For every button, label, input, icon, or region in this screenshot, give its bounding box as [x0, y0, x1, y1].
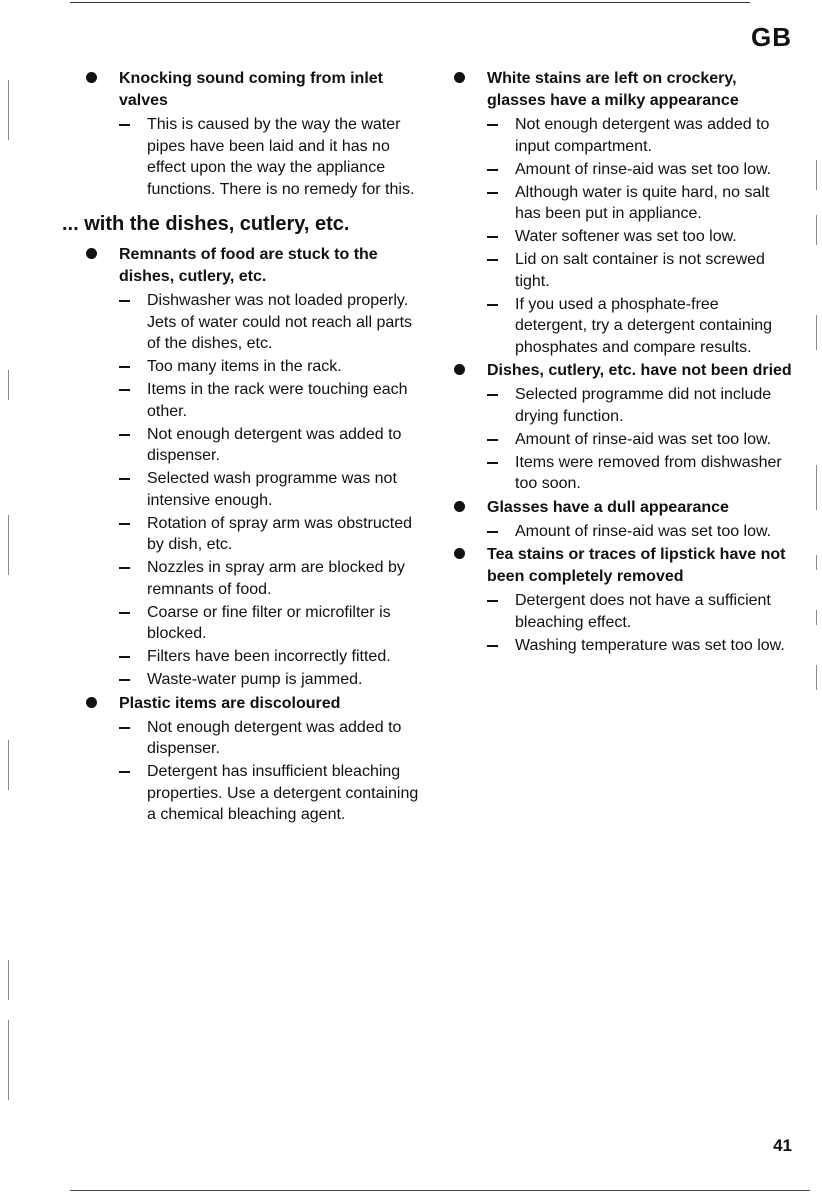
cause-item	[82, 557, 427, 600]
dash-icon	[487, 192, 498, 194]
cause-item	[82, 513, 427, 556]
dash-icon	[119, 727, 130, 729]
cause-text: Rotation of spray arm was obstructed by dish, etc.	[147, 514, 413, 553]
cause-item	[450, 159, 795, 181]
scan-mark	[816, 465, 817, 510]
dash-icon	[119, 523, 130, 525]
cause-list	[82, 114, 427, 200]
cause-item	[450, 249, 795, 292]
scan-mark	[816, 665, 817, 690]
bullet-icon	[454, 364, 465, 375]
cause-item	[82, 290, 427, 355]
scan-mark	[8, 370, 9, 400]
cause-text: Water softener was set too low.	[515, 228, 737, 245]
problem-heading-text: White stains are left on crockery, glasses have a milky appearance	[487, 70, 739, 109]
cause-text: Items were removed from dishwasher too soon.	[515, 453, 782, 492]
problem-group	[450, 68, 795, 358]
dash-icon	[487, 394, 498, 396]
problem-group	[82, 244, 427, 691]
dash-icon	[119, 771, 130, 773]
dash-icon	[487, 439, 498, 441]
cause-text: Too many items in the rack.	[147, 358, 342, 375]
dash-icon	[119, 124, 130, 126]
dash-icon	[119, 679, 130, 681]
bullet-icon	[86, 72, 97, 83]
cause-text: Nozzles in spray arm are blocked by remnants of food.	[147, 559, 405, 598]
section-title: ... with the dishes, cutlery, etc.	[62, 213, 350, 235]
scan-mark	[8, 960, 9, 1000]
problem-heading	[82, 68, 427, 112]
cause-item	[82, 356, 427, 378]
dash-icon	[119, 612, 130, 614]
dash-icon	[487, 236, 498, 238]
scan-mark	[816, 160, 817, 190]
cause-text: Dishwasher was not loaded properly. Jets of water could not reach all parts of the dishes, etc.	[147, 292, 413, 352]
dash-icon	[119, 567, 130, 569]
cause-item	[450, 182, 795, 225]
problem-heading-text: Dishes, cutlery, etc. have not been dried	[487, 362, 792, 379]
dash-icon	[487, 169, 498, 171]
cause-text: Amount of rinse-aid was set too low.	[515, 160, 772, 178]
dash-icon	[487, 531, 498, 533]
problem-heading-text: Glasses have a dull appearance	[487, 498, 729, 516]
cause-item	[82, 602, 427, 645]
cause-item	[82, 424, 427, 467]
problem-heading-text: Tea stains or traces of lipstick have not been completely removed	[487, 546, 786, 585]
problem-heading	[82, 693, 427, 715]
cause-item	[450, 635, 795, 657]
bullet-icon	[454, 72, 465, 83]
problem-heading	[450, 497, 795, 519]
cause-list	[450, 384, 795, 495]
right-column	[450, 68, 795, 658]
cause-text: Coarse or fine filter or microfilter is blocked.	[147, 603, 391, 642]
scan-mark	[816, 215, 817, 245]
bullet-icon	[454, 548, 465, 559]
bullet-icon	[86, 697, 97, 708]
cause-text: If you used a phosphate-free detergent, try a detergent containing phosphates and compare results.	[515, 295, 773, 356]
dash-icon	[487, 259, 498, 261]
problem-heading-text: Knocking sound coming from inlet valves	[119, 70, 383, 109]
cause-item	[450, 590, 795, 633]
problem-group	[450, 544, 795, 656]
dash-icon	[487, 645, 498, 647]
cause-item	[82, 761, 427, 826]
dash-icon	[119, 366, 130, 368]
cause-item	[82, 114, 427, 200]
cause-item	[82, 379, 427, 422]
problem-heading-text: Plastic items are discoloured	[119, 694, 341, 712]
page-number: 41	[773, 1136, 792, 1155]
cause-text: This is caused by the way the water pipes have been laid and it has no effect upon the way the appliance functions. There is no remedy for this.	[147, 116, 415, 198]
cause-item	[82, 468, 427, 511]
cause-item	[82, 646, 427, 668]
cause-text: Selected programme did not include drying function.	[515, 386, 772, 425]
cause-text: Not enough detergent was added to dispenser.	[147, 718, 402, 757]
cause-item	[450, 294, 795, 359]
cause-text: Selected wash programme was not intensive enough.	[147, 470, 397, 509]
cause-item	[450, 452, 795, 495]
scan-mark	[8, 740, 9, 790]
dash-icon	[487, 600, 498, 602]
problem-heading	[82, 244, 427, 288]
dash-icon	[119, 478, 130, 480]
cause-list	[82, 290, 427, 691]
scan-mark	[8, 1020, 9, 1100]
dash-icon	[487, 124, 498, 126]
cause-item	[450, 429, 795, 451]
scan-mark	[816, 555, 817, 570]
bullet-icon	[454, 501, 465, 512]
cause-text: Amount of rinse-aid was set too low.	[515, 522, 772, 540]
cause-item	[450, 521, 795, 543]
cause-text: Filters have been incorrectly fitted.	[147, 648, 391, 665]
dash-icon	[119, 434, 130, 436]
cause-text: Washing temperature was set too low.	[515, 636, 785, 654]
dash-icon	[487, 462, 498, 464]
bullet-icon	[86, 248, 97, 259]
left-column	[62, 68, 427, 828]
cause-text: Detergent has insufficient bleaching properties. Use a detergent containing a chemical bleaching agent.	[147, 763, 419, 823]
problem-heading	[450, 68, 795, 112]
cause-text: Amount of rinse-aid was set too low.	[515, 430, 772, 448]
cause-item	[450, 114, 795, 157]
cause-item	[450, 384, 795, 427]
cause-item	[450, 226, 795, 248]
bottom-rule	[70, 1190, 810, 1191]
language-code: GB	[751, 22, 792, 52]
scan-mark	[816, 610, 817, 625]
cause-list	[450, 521, 795, 543]
problem-group	[450, 360, 795, 495]
problem-group	[450, 497, 795, 543]
scan-mark	[8, 80, 9, 140]
scan-mark	[816, 315, 817, 350]
dash-icon	[119, 300, 130, 302]
problem-heading-text: Remnants of food are stuck to the dishes, cutlery, etc.	[119, 246, 378, 285]
cause-list	[82, 717, 427, 826]
problem-heading	[450, 360, 795, 382]
dash-icon	[119, 656, 130, 658]
cause-text: Not enough detergent was added to input compartment.	[515, 116, 770, 155]
cause-list	[450, 590, 795, 656]
cause-text: Detergent does not have a sufficient bleaching effect.	[515, 592, 771, 631]
top-rule	[70, 2, 750, 3]
problem-group	[82, 68, 427, 200]
dash-icon	[487, 304, 498, 306]
cause-text: Items in the rack were touching each other.	[147, 381, 408, 420]
scan-mark	[8, 515, 9, 575]
cause-text: Not enough detergent was added to dispenser.	[147, 425, 402, 464]
cause-text: Although water is quite hard, no salt has been put in appliance.	[515, 183, 770, 222]
problem-heading	[450, 544, 795, 588]
dash-icon	[119, 389, 130, 391]
cause-text: Lid on salt container is not screwed tight.	[515, 251, 765, 290]
cause-list	[450, 114, 795, 358]
problem-group	[82, 693, 427, 826]
cause-text: Waste-water pump is jammed.	[147, 671, 363, 688]
cause-item	[82, 717, 427, 760]
cause-item	[82, 669, 427, 691]
